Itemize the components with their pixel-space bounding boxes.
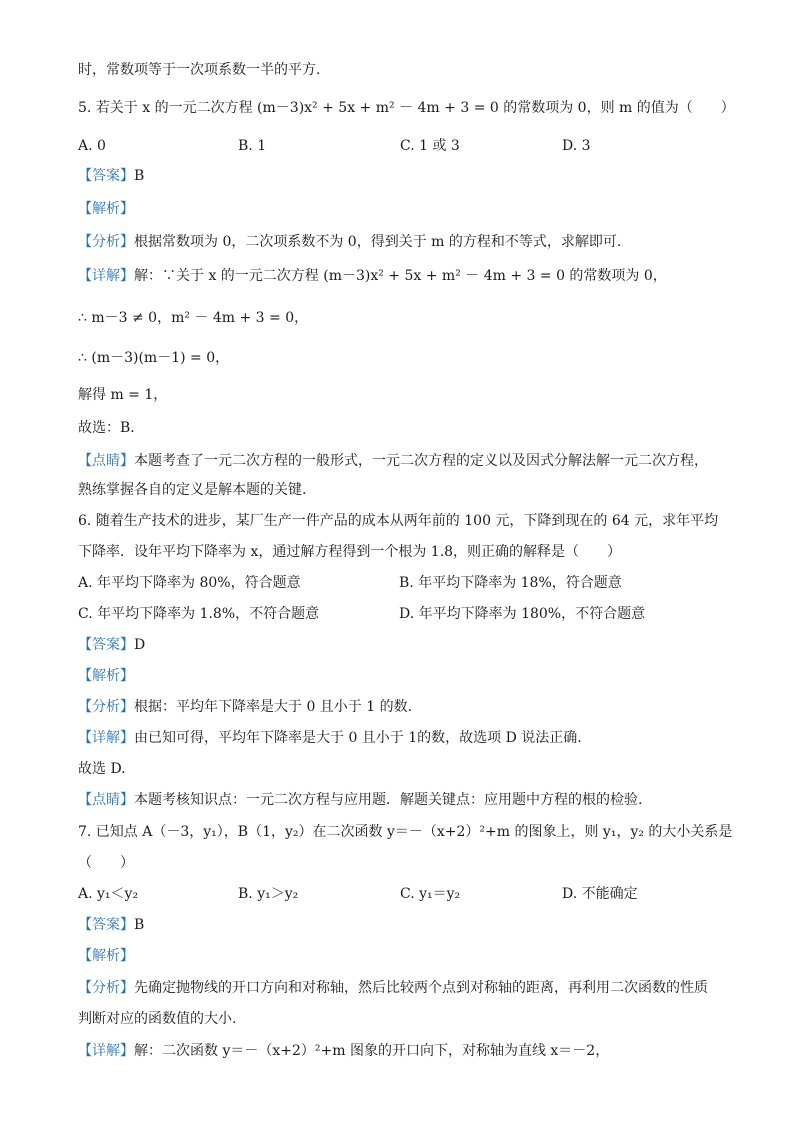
q5-option-a: A. 0 <box>78 138 106 154</box>
question-6-stem: 6. 随着生产技术的进步，某厂生产一件产品的成本从两年前的 100 元，下降到现在的 64 元，求年平均 <box>78 513 719 529</box>
analysis-line <box>78 978 708 998</box>
text-line: 时，常数项等于一次项系数一半的平方. <box>78 62 321 78</box>
text-line: 判断对应的函数值的大小. <box>78 1011 237 1027</box>
comment-line <box>78 790 642 810</box>
analysis-text: 先确定抛物线的开口方向和对称轴，然后比较两个点到对称轴的距离，再利用二次函数的性质 <box>134 980 708 996</box>
answer-value: B <box>134 917 145 933</box>
detail-line <box>78 266 667 286</box>
answer-value: B <box>134 168 145 184</box>
analysis-text: 根据常数项为 0，二次项系数不为 0，得到关于 m 的方程和不等式，求解即可. <box>134 234 622 250</box>
detail-text: 解：∵关于 x 的一元二次方程 (m－3)x² + 5x + m² － 4m + 3 = 0 的常数项为 0， <box>134 268 667 284</box>
q5-option-c: C. 1 或 3 <box>400 138 460 154</box>
question-7-stem-cont: （ ） <box>78 855 134 871</box>
question-5-stem: 5. 若关于 x 的一元二次方程 (m－3)x² + 5x + m² － 4m + 3 = 0 的常数项为 0，则 m 的值为（ ） <box>78 100 735 116</box>
analysis-line <box>78 697 412 717</box>
detail-text: 解：二次函数 y＝－（x+2）²+m 图象的开口向下，对称轴为直线 x＝－2， <box>134 1043 610 1059</box>
answer-line <box>78 915 144 935</box>
math-line: ∴ m－3 ≠ 0，m² － 4m + 3 = 0， <box>78 310 309 326</box>
comment-line <box>78 451 708 471</box>
q6-option-c: C. 年平均下降率为 1.8%，不符合题意 <box>78 606 320 622</box>
comment-tag: 【点睛】 <box>78 792 134 808</box>
answer-tag: 【答案】 <box>78 637 134 653</box>
detail-tag: 【详解】 <box>78 1043 134 1059</box>
comment-tag: 【点睛】 <box>78 453 134 469</box>
comment-text: 本题考查了一元二次方程的一般形式，一元二次方程的定义以及因式分解法解一元二次方程， <box>134 453 708 469</box>
text-line: 熟练掌握各自的定义是解本题的关键. <box>78 482 307 498</box>
math-line: ∴ (m－3)(m－1) = 0， <box>78 350 230 366</box>
answer-value: D <box>134 637 146 653</box>
analysis-heading <box>78 199 134 219</box>
answer-line <box>78 166 144 186</box>
detail-line <box>78 728 582 748</box>
q5-option-b: B. 1 <box>238 138 267 154</box>
detail-tag: 【详解】 <box>78 268 134 284</box>
detail-tag: 【详解】 <box>78 730 134 746</box>
text-line: 故选 D. <box>78 761 126 777</box>
question-7-stem: 7. 已知点 A（－3，y₁），B（1，y₂）在二次函数 y＝－（x+2）²+m 的图象上，则 y₁，y₂ 的大小关系是 <box>78 824 733 840</box>
math-line: 解得 m = 1， <box>78 387 168 403</box>
analysis-tag: 【解析】 <box>78 668 134 684</box>
comment-text: 本题考核知识点：一元二次方程与应用题．解题关键点：应用题中方程的根的检验. <box>134 792 643 808</box>
q7-option-d: D. 不能确定 <box>562 886 638 902</box>
detail-text: 由已知可得，平均年下降率是大于 0 且小于 1的数，故选项 D 说法正确. <box>134 730 582 746</box>
q7-option-b: B. y₁＞y₂ <box>238 886 299 902</box>
analysis-tag: 【解析】 <box>78 948 134 964</box>
q5-option-d: D. 3 <box>562 138 591 154</box>
q6-option-b: B. 年平均下降率为 18%，符合题意 <box>399 575 622 591</box>
analysis-tag: 【分析】 <box>78 699 134 715</box>
analysis-tag: 【分析】 <box>78 234 134 250</box>
analysis-text: 根据：平均年下降率是大于 0 且小于 1 的数. <box>134 699 413 715</box>
analysis-tag: 【解析】 <box>78 201 134 217</box>
q6-option-a: A. 年平均下降率为 80%，符合题意 <box>78 575 301 591</box>
answer-tag: 【答案】 <box>78 917 134 933</box>
q7-option-a: A. y₁＜y₂ <box>78 886 139 902</box>
q6-option-d: D. 年平均下降率为 180%，不符合题意 <box>399 606 646 622</box>
answer-line <box>78 635 145 655</box>
analysis-heading <box>78 946 134 966</box>
question-6-stem-cont: 下降率．设年平均下降率为 x，通过解方程得到一个根为 1.8，则正确的解释是（ ） <box>78 544 622 560</box>
text-line: 故选：B． <box>78 420 145 436</box>
analysis-heading <box>78 666 134 686</box>
answer-tag: 【答案】 <box>78 168 134 184</box>
q7-option-c: C. y₁＝y₂ <box>400 886 461 902</box>
analysis-line <box>78 232 621 252</box>
detail-line <box>78 1041 609 1061</box>
analysis-tag: 【分析】 <box>78 980 134 996</box>
